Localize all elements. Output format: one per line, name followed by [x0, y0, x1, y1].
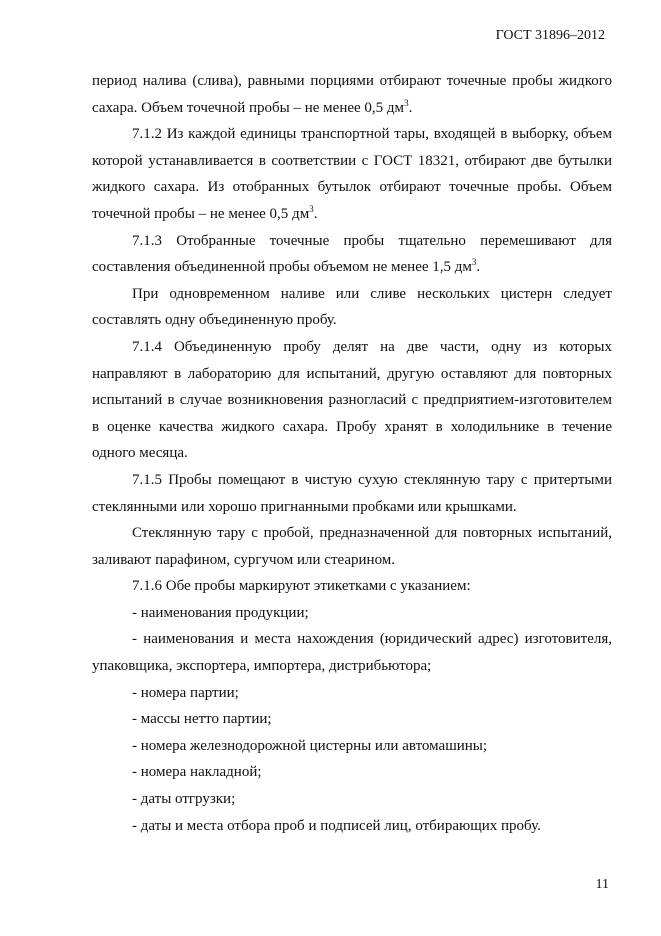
- paragraph-7-1-5: 7.1.5 Пробы помещают в чистую сухую стеклянную тару с притертыми стеклянными или хорошо пригнанными пробками или крышками.: [92, 471, 612, 515]
- list-item: - номера партии;: [132, 684, 239, 701]
- list-item: - наименования и места нахождения (юридический адрес) изготовителя, упаковщика, экспортера, импортера, дистрибьютора;: [92, 631, 612, 675]
- list-item: - даты отгрузки;: [132, 791, 236, 808]
- paragraph-7-1-4: 7.1.4 Объединенную пробу делят на две части, одну из которых направляют в лабораторию для испытаний, другую оставляют для повторных испытаний в случае возникновения разногласий с предприятием-изготовителем в оценке качества жидкого сахара. Пробу хранят в холодильнике в течение одного месяца.: [92, 338, 612, 462]
- list-item: - даты и места отбора проб и подписей лиц, отбирающих пробу.: [132, 817, 541, 834]
- paragraph-continuation: период налива (слива), равными порциями отбирают точечные пробы жидкого сахара. Объем точечной пробы – не менее 0,5 $дм^3$.: [92, 73, 612, 116]
- paragraph-7-1-6: 7.1.6 Обе пробы маркируют этикетками с указанием:: [132, 578, 471, 595]
- standard-number: ГОСТ 31896–2012: [495, 28, 605, 43]
- list-item: - номера железнодорожной цистерны или автомашины;: [132, 737, 488, 754]
- list-item: - массы нетто партии;: [132, 711, 272, 728]
- paragraph-7-1-2: 7.1.2 Из каждой единицы транспортной тары, входящей в выборку, объем которой устанавливается в соответствии с ГОСТ 18321, отбирают две бутылки жидкого сахара. Из отобранных бутылок отбирают точечные пробы. Объем точечной пробы – не менее 0,5 $дм^3$.: [92, 126, 612, 222]
- paragraph-glass-container: Стеклянную тару с пробой, предназначенной для повторных испытаний, заливают парафином, сургучом или стеарином.: [92, 525, 612, 568]
- paragraph-7-1-3: 7.1.3 Отобранные точечные пробы тщательно перемешивают для составления объединенной пробы объемом не менее 1,5 $дм^3$.: [92, 232, 612, 276]
- page-body: [92, 68, 612, 839]
- list-item: - номера накладной;: [132, 764, 262, 781]
- list-item: - наименования продукции;: [132, 604, 309, 621]
- page-number: 11: [595, 877, 609, 892]
- document-header: [496, 28, 605, 44]
- paragraph-simultaneous-filling: При одновременном наливе или сливе нескольких цистерн следует составлять одну объединенную пробу.: [92, 285, 612, 329]
